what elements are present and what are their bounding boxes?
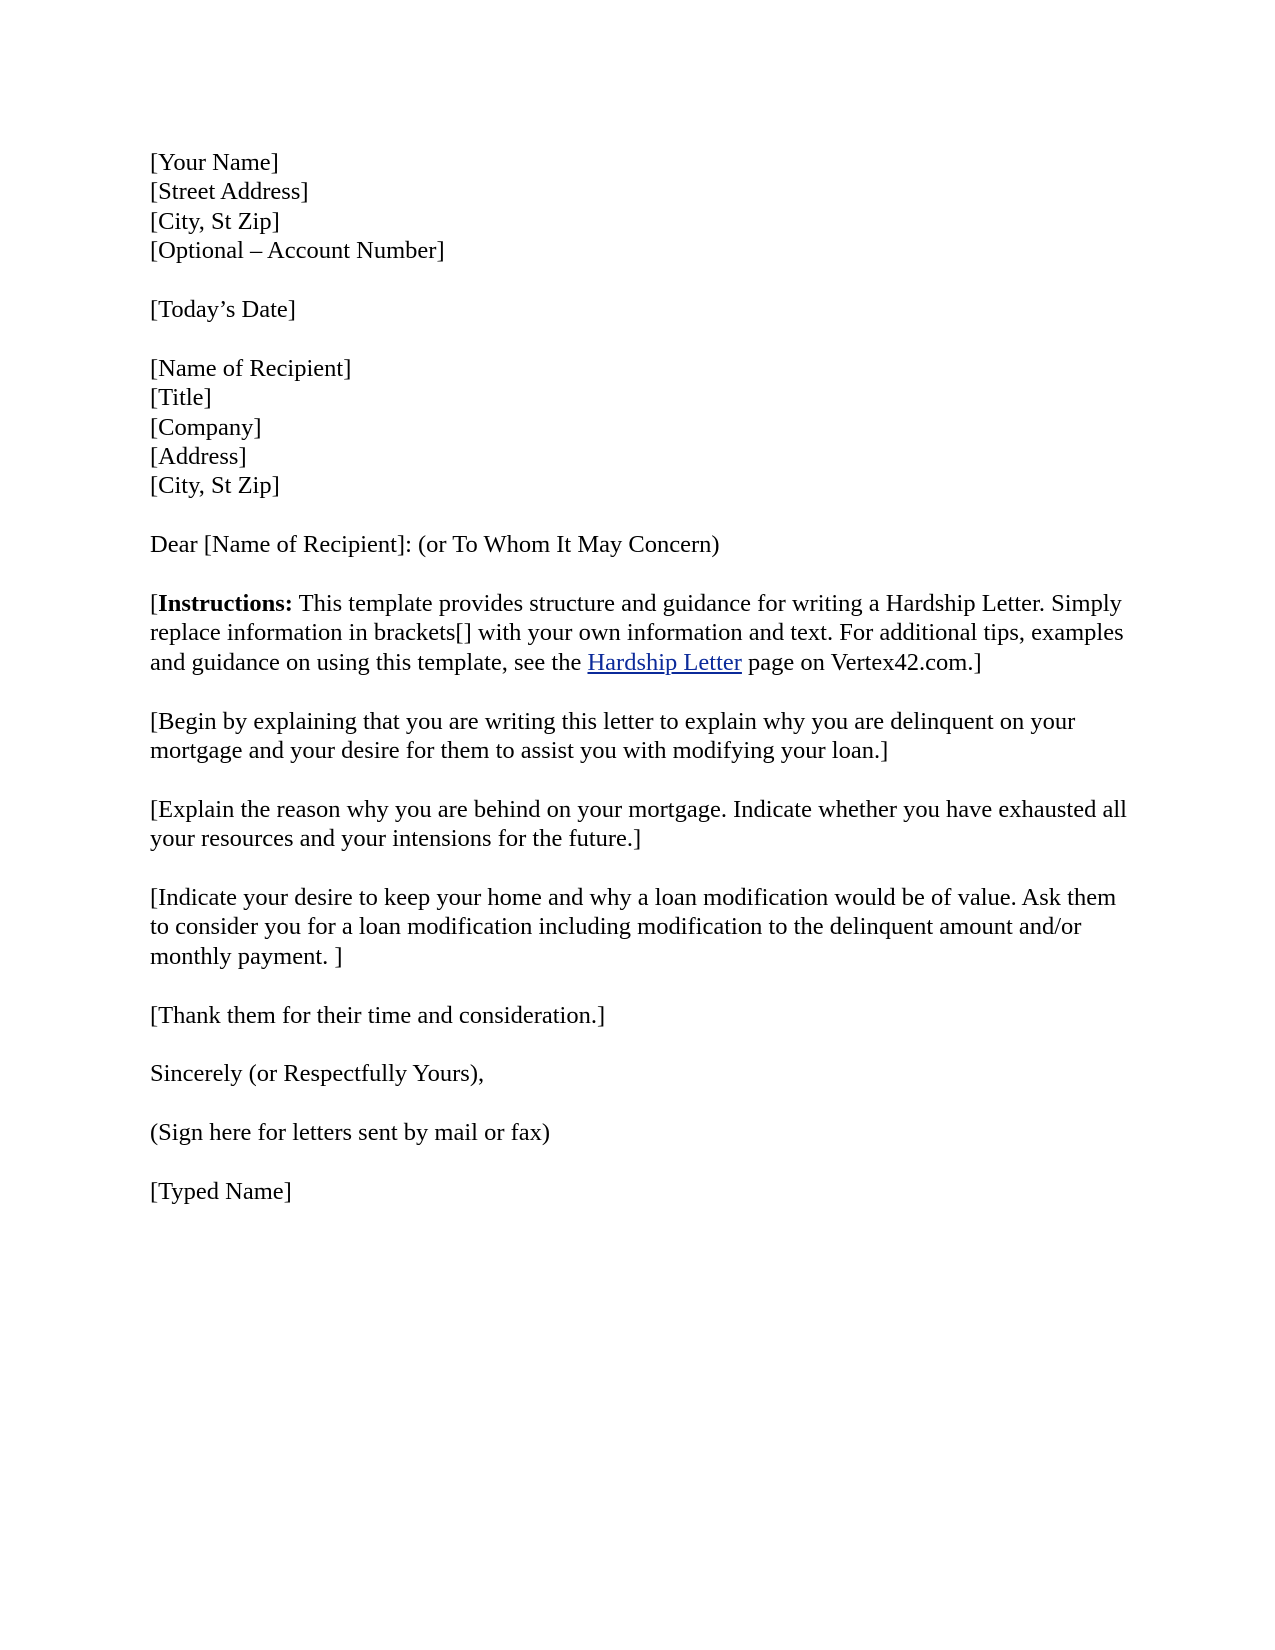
recipient-name: [Name of Recipient]: [150, 354, 352, 382]
typed-name-block: [150, 1177, 1140, 1206]
letter-page: [150, 148, 1140, 1236]
signature-note: (Sign here for letters sent by mail or fax): [150, 1119, 551, 1147]
recipient-city: [City, St Zip]: [150, 472, 280, 500]
instructions-paragraph: [150, 589, 1140, 677]
recipient-title: [Title]: [150, 384, 212, 412]
instructions-text: This template provides structure and guidance for writing a Hardship Letter. Simply replace information in brackets[] with your own information and text. For additional tips, examples and guidance on using this template, see the: [150, 590, 1124, 676]
typed-name: [Typed Name]: [150, 1178, 292, 1206]
salutation: Dear [Name of Recipient]: (or To Whom It May Concern): [150, 531, 720, 559]
closing: Sincerely (or Respectfully Yours),: [150, 1060, 485, 1088]
sender-street: [Street Address]: [150, 178, 309, 206]
instructions-open-bracket: [: [150, 590, 159, 618]
recipient-block: [150, 354, 1140, 501]
instructions-label: Instructions:: [158, 590, 293, 618]
body-paragraph-thanks: [Thank them for their time and consideration.]: [150, 1001, 606, 1029]
sender-city: [City, St Zip]: [150, 207, 280, 235]
closing-block: [150, 1059, 1140, 1088]
hardship-letter-link[interactable]: Hardship Letter: [587, 648, 742, 676]
sender-name: [Your Name]: [150, 149, 279, 176]
date-block: [150, 295, 1140, 324]
sender-block: [150, 148, 1140, 266]
salutation-block: [150, 530, 1140, 559]
signature-block: [150, 1118, 1140, 1147]
sender-account: [Optional – Account Number]: [150, 237, 445, 265]
recipient-address: [Address]: [150, 443, 247, 471]
body-paragraph-request: [Indicate your desire to keep your home and why a loan modification would be of value. Ask them to consider you for a loan modification including modification to the delinquent amount and/or monthly payment. ]: [150, 884, 1117, 970]
recipient-company: [Company]: [150, 413, 262, 441]
body-paragraph-intro: [Begin by explaining that you are writing this letter to explain why you are delinquent on your mortgage and your desire for them to assist you with modifying your loan.]: [150, 707, 1076, 765]
letter-date: [Today’s Date]: [150, 296, 296, 324]
instructions-text-end: page on Vertex42.com.]: [741, 648, 982, 676]
body-paragraph-reason: [Explain the reason why you are behind on your mortgage. Indicate whether you have exhausted all your resources and your intensions for the future.]: [150, 795, 1127, 853]
